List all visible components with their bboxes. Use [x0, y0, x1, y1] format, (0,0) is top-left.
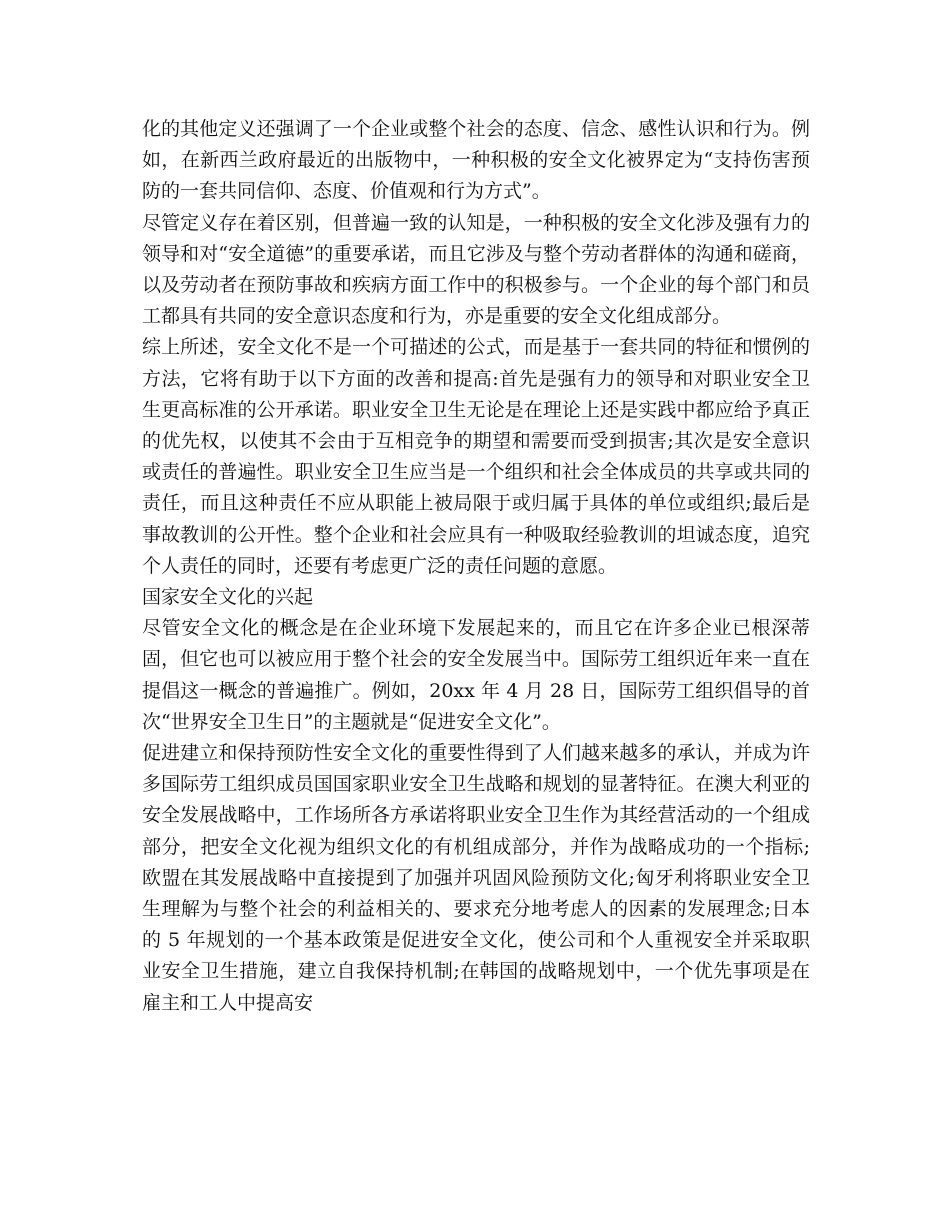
document-page — [142, 114, 810, 1019]
paragraph-national-rise: 尽管安全文化的概念是在企业环境下发展起来的，而且它在许多企业已根深蒂固，但它也可以被应用于整个社会的安全发展当中。国际劳工组织近年来一直在提倡这一概念的普遍推广。例如，20xx 年 4 月 28 日，国际劳工组织倡导的首次“世界安全卫生日”的主题就是“促进安全文化”。 — [142, 617, 810, 733]
paragraph-common-consensus: 尽管定义存在着区别，但普遍一致的认知是，一种积极的安全文化涉及强有力的领导和对“安全道德”的重要承诺，而且它涉及与整个劳动者群体的沟通和磋商，以及劳动者在预防事故和疾病方面工作中的积极参与。一个企业的每个部门和员工都具有共同的安全意识态度和行为，亦是重要的安全文化组成部分。 — [142, 211, 810, 328]
paragraph-summary: 综上所述，安全文化不是一个可描述的公式，而是基于一套共同的特征和惯例的方法，它将有助于以下方面的改善和提高:首先是强有力的领导和对职业安全卫生更高标准的公开承诺。职业安全卫生无论是在理论上还是实践中都应给予真正的优先权，以使其不会由于互相竞争的期望和需要而受到损害;其次是安全意识或责任的普遍性。职业安全卫生应当是一个组织和社会全体成员的共享或共同的责任，而且这种责任不应从职能上被局限于或归属于具体的单位或组织;最后是事故教训的公开性。整个企业和社会应具有一种吸取经验教训的坦诚态度，追究个人责任的同时，还要有考虑更广泛的责任问题的意愿。 — [142, 336, 810, 577]
paragraph-safety-culture-definitions: 化的其他定义还强调了一个企业或整个社会的态度、信念、感性认识和行为。例如，在新西兰政府最近的出版物中，一种积极的安全文化被界定为“支持伤害预防的一套共同信仰、态度、价值观和行为方式”。 — [142, 118, 810, 203]
paragraph-national-strategies: 促进建立和保持预防性安全文化的重要性得到了人们越来越多的承认，并成为许多国际劳工组织成员国国家职业安全卫生战略和规划的显著特征。在澳大利亚的安全发展战略中，工作场所各方承诺将职业安全卫生作为其经营活动的一个组成部分，把安全文化视为组织文化的有机组成部分，并作为战略成功的一个指标;欧盟在其发展战略中直接提到了加强并巩固风险预防文化;匈牙利将职业安全卫生理解为与整个社会的利益相关的、要求充分地考虑人的因素的发展理念;日本的 5 年规划的一个基本政策是促进安全文化，使公司和个人重视安全并采取职业安全卫生措施，建立自我保持机制;在韩国的战略规划中，一个优先事项是在雇主和工人中提高安 — [142, 742, 810, 1014]
section-heading: 国家安全文化的兴起 — [142, 586, 314, 609]
